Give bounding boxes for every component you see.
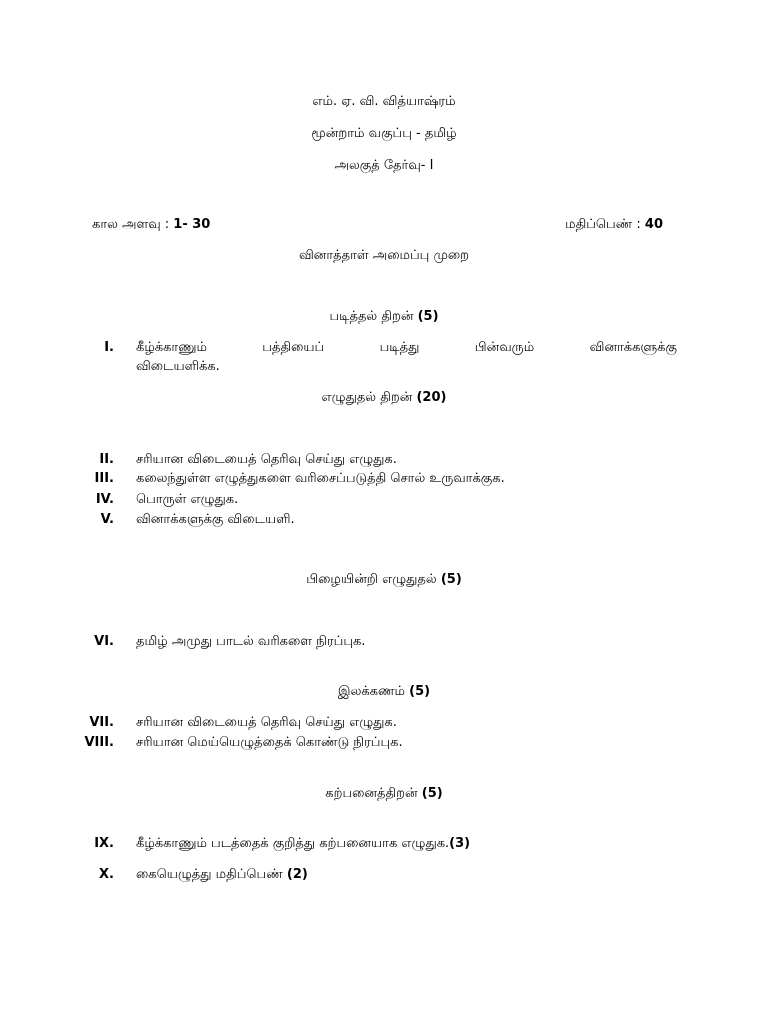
- question-number: II.: [99, 452, 114, 467]
- question-number: V.: [100, 512, 114, 527]
- section-marks: (5): [421, 786, 443, 801]
- question-number: VI.: [94, 634, 114, 649]
- question-text-line2: விடையளிக்க.: [136, 359, 220, 374]
- section-title-reading: [0, 308, 768, 326]
- question-text: வினாக்களுக்கு விடையளி.: [136, 512, 295, 527]
- total-marks: [565, 216, 663, 234]
- section-title-text: படித்தல் திறன்: [329, 309, 418, 324]
- question-text-body: கீழ்க்காணும் படத்தைக் குறித்து கற்பனையாக எழுதுக.: [136, 836, 450, 851]
- question-text: சரியான விடையைத் தெரிவு செய்து எழுதுக.: [136, 715, 397, 730]
- section-marks: (5): [417, 309, 439, 324]
- school-name: எம். ஏ. வி. வித்யாஷ்ரம்: [312, 94, 456, 109]
- time-label: கால அளவு :: [92, 217, 174, 232]
- question-text: [136, 866, 308, 884]
- section-title-imagination: [0, 785, 768, 803]
- section-title-text: இலக்கணம்: [337, 684, 410, 699]
- section-title-text: கற்பனைத்திறன்: [325, 786, 422, 801]
- time-duration: [92, 216, 210, 234]
- section-marks: (5): [440, 572, 462, 587]
- question-text: தமிழ் அமுது பாடல் வரிகளை நிரப்புக.: [136, 634, 366, 649]
- class-subject: மூன்றாம் வகுப்பு - தமிழ்: [311, 126, 457, 141]
- question-text-line1: [136, 339, 677, 357]
- marks-value: 40: [644, 217, 663, 232]
- question-number: VII.: [89, 715, 114, 730]
- question-number: III.: [94, 471, 114, 486]
- marks-label: மதிப்பெண் :: [565, 217, 645, 232]
- question-text: பொருள் எழுதுக.: [136, 492, 239, 507]
- word: பின்வரும்: [474, 340, 535, 355]
- section-title-grammar: [0, 683, 768, 701]
- question-marks: (3): [449, 836, 471, 851]
- word: படித்து: [379, 340, 420, 355]
- blueprint-title: வினாத்தாள் அமைப்பு முறை: [298, 248, 470, 263]
- section-title-spelling: [0, 571, 768, 589]
- question-text: சரியான மெய்யெழுத்தைக் கொண்டு நிரப்புக.: [136, 735, 403, 750]
- question-number: IV.: [95, 492, 114, 507]
- section-title-text: எழுதுதல் திறன்: [321, 390, 417, 405]
- question-text: கலைந்துள்ள எழுத்துகளை வரிசைப்படுத்தி சொல் உருவாக்குக.: [136, 471, 505, 486]
- question-text-body: கையெழுத்து மதிப்பெண்: [136, 867, 287, 882]
- question-number: VIII.: [84, 735, 114, 750]
- section-title-text: பிழையின்றி எழுதுதல்: [306, 572, 441, 587]
- word: கீழ்க்காணும்: [136, 340, 207, 355]
- question-text: சரியான விடையைத் தெரிவு செய்து எழுதுக.: [136, 452, 397, 467]
- section-marks: (5): [409, 684, 431, 699]
- exam-title-text: அலகுத் தேர்வு- I: [334, 158, 434, 173]
- word: வினாக்களுக்கு: [589, 340, 677, 355]
- section-title-writing: [0, 389, 768, 407]
- question-number: X.: [99, 867, 114, 882]
- question-marks: (2): [286, 867, 308, 882]
- time-value: 1- 30: [173, 217, 211, 232]
- question-number: IX.: [94, 836, 114, 851]
- word: பத்தியைப்: [262, 340, 325, 355]
- exam-title: [0, 157, 768, 175]
- section-marks: (20): [416, 390, 447, 405]
- question-number: I.: [104, 340, 114, 355]
- question-text: [136, 835, 470, 853]
